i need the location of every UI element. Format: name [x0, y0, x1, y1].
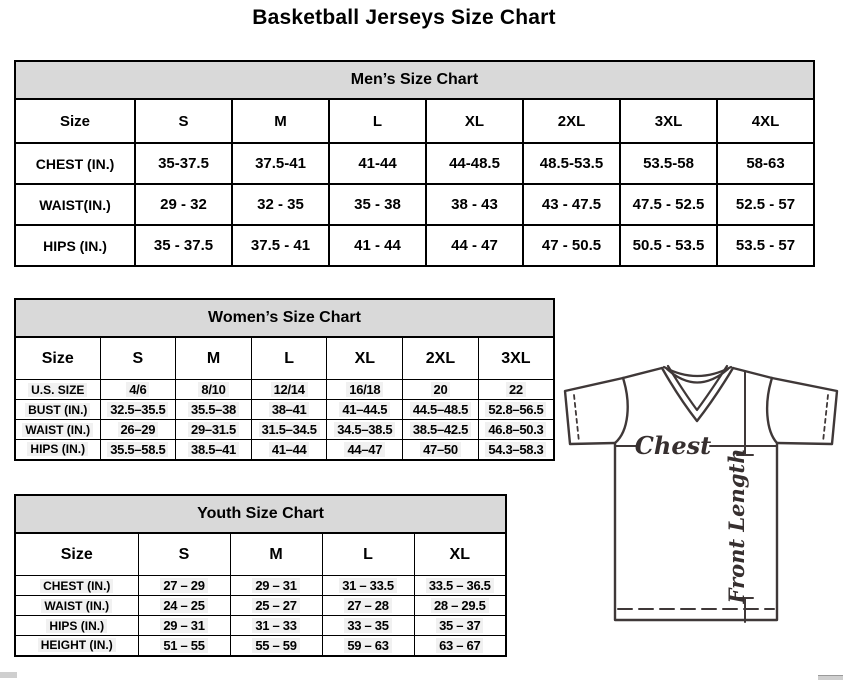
size-cell: 29 – 31 — [138, 616, 230, 636]
size-cell: 38–41 — [251, 400, 327, 420]
column-header: Size — [15, 533, 138, 576]
size-cell: 32.5–35.5 — [100, 400, 176, 420]
size-cell: 52.5 - 57 — [717, 184, 814, 225]
size-cell: 8/10 — [176, 380, 252, 400]
size-cell: 63 – 67 — [414, 636, 506, 656]
row-label: WAIST (IN.) — [15, 420, 100, 440]
column-header: Size — [15, 99, 135, 143]
size-cell: 41–44 — [251, 440, 327, 460]
column-header: 3XL — [620, 99, 717, 143]
size-cell: 53.5 - 57 — [717, 225, 814, 266]
row-label: HIPS (IN.) — [15, 616, 138, 636]
size-cell: 37.5-41 — [232, 143, 329, 184]
scrollbar-fragment-right[interactable] — [818, 675, 843, 680]
size-cell: 20 — [403, 380, 479, 400]
table-row — [15, 596, 506, 616]
column-header: S — [138, 533, 230, 576]
column-header: M — [232, 99, 329, 143]
table-row — [15, 636, 506, 656]
column-header: L — [251, 337, 327, 380]
size-cell: 29–31.5 — [176, 420, 252, 440]
size-cell: 58-63 — [717, 143, 814, 184]
womens-table — [14, 336, 555, 461]
size-cell: 27 – 29 — [138, 576, 230, 596]
size-cell: 44–47 — [327, 440, 403, 460]
size-cell: 47–50 — [403, 440, 479, 460]
size-cell: 35.5–38 — [176, 400, 252, 420]
size-cell: 29 - 32 — [135, 184, 232, 225]
table-row — [15, 380, 554, 400]
mens-size-table — [14, 60, 815, 267]
size-cell: 31 – 33 — [230, 616, 322, 636]
size-cell: 27 – 28 — [322, 596, 414, 616]
size-cell: 41–44.5 — [327, 400, 403, 420]
size-cell: 54.3–58.3 — [478, 440, 554, 460]
column-header: 2XL — [523, 99, 620, 143]
size-cell: 4/6 — [100, 380, 176, 400]
size-cell: 59 – 63 — [322, 636, 414, 656]
sleeve-seam-dashed-line — [574, 395, 579, 442]
size-cell: 38.5–41 — [176, 440, 252, 460]
row-label: CHEST (IN.) — [15, 143, 135, 184]
size-cell: 33 – 35 — [322, 616, 414, 636]
table-row — [15, 576, 506, 596]
row-label: BUST (IN.) — [15, 400, 100, 420]
column-header: XL — [327, 337, 403, 380]
column-header: 2XL — [403, 337, 479, 380]
youth-size-table — [14, 494, 507, 657]
size-cell: 35 - 37.5 — [135, 225, 232, 266]
size-cell: 22 — [478, 380, 554, 400]
row-label: HIPS (IN.) — [15, 440, 100, 460]
size-cell: 31 – 33.5 — [322, 576, 414, 596]
column-header: 4XL — [717, 99, 814, 143]
size-cell: 41 - 44 — [329, 225, 426, 266]
size-cell: 25 – 27 — [230, 596, 322, 616]
size-cell: 35 – 37 — [414, 616, 506, 636]
column-header-row — [15, 533, 506, 576]
size-cell: 43 - 47.5 — [523, 184, 620, 225]
size-cell: 12/14 — [251, 380, 327, 400]
size-cell: 29 – 31 — [230, 576, 322, 596]
size-cell: 28 – 29.5 — [414, 596, 506, 616]
table-row — [15, 440, 554, 460]
front-length-label: Front Length — [724, 448, 749, 604]
size-cell: 33.5 – 36.5 — [414, 576, 506, 596]
size-cell: 26–29 — [100, 420, 176, 440]
column-header: S — [135, 99, 232, 143]
youth-table-title: Youth Size Chart — [14, 494, 507, 534]
table-row — [15, 184, 814, 225]
size-cell: 48.5-53.5 — [523, 143, 620, 184]
column-header: Size — [15, 337, 100, 380]
page-title: Basketball Jerseys Size Chart — [252, 6, 556, 29]
column-header: L — [329, 99, 426, 143]
size-cell: 38 - 43 — [426, 184, 523, 225]
womens-size-table — [14, 298, 555, 461]
size-cell: 35-37.5 — [135, 143, 232, 184]
column-header: XL — [426, 99, 523, 143]
column-header: S — [100, 337, 176, 380]
column-header: M — [176, 337, 252, 380]
size-cell: 37.5 - 41 — [232, 225, 329, 266]
size-cell: 24 – 25 — [138, 596, 230, 616]
youth-table — [14, 532, 507, 657]
column-header: XL — [414, 533, 506, 576]
mens-table-title: Men’s Size Chart — [14, 60, 815, 100]
womens-table-title: Women’s Size Chart — [14, 298, 555, 338]
row-label: HIPS (IN.) — [15, 225, 135, 266]
size-cell: 16/18 — [327, 380, 403, 400]
sleeve-seam-dashed-line — [823, 395, 828, 442]
column-header: M — [230, 533, 322, 576]
table-row — [15, 420, 554, 440]
size-cell: 31.5–34.5 — [251, 420, 327, 440]
row-label: CHEST (IN.) — [15, 576, 138, 596]
jersey-measurement-diagram — [560, 358, 842, 676]
scrollbar-fragment-left[interactable] — [0, 672, 17, 678]
column-header-row — [15, 99, 814, 143]
size-cell: 51 – 55 — [138, 636, 230, 656]
size-cell: 34.5–38.5 — [327, 420, 403, 440]
row-label: WAIST(IN.) — [15, 184, 135, 225]
size-cell: 52.8–56.5 — [478, 400, 554, 420]
table-row — [15, 143, 814, 184]
size-cell: 47 - 50.5 — [523, 225, 620, 266]
size-cell: 35.5–58.5 — [100, 440, 176, 460]
size-cell: 50.5 - 53.5 — [620, 225, 717, 266]
table-row — [15, 400, 554, 420]
column-header: L — [322, 533, 414, 576]
row-label: HEIGHT (IN.) — [15, 636, 138, 656]
table-row — [15, 616, 506, 636]
mens-table — [14, 98, 815, 267]
size-cell: 47.5 - 52.5 — [620, 184, 717, 225]
row-label: U.S. SIZE — [15, 380, 100, 400]
size-cell: 32 - 35 — [232, 184, 329, 225]
size-cell: 38.5–42.5 — [403, 420, 479, 440]
size-cell: 44-48.5 — [426, 143, 523, 184]
column-header: 3XL — [478, 337, 554, 380]
size-cell: 53.5-58 — [620, 143, 717, 184]
size-cell: 44 - 47 — [426, 225, 523, 266]
size-cell: 46.8–50.3 — [478, 420, 554, 440]
size-cell: 41-44 — [329, 143, 426, 184]
table-row — [15, 225, 814, 266]
column-header-row — [15, 337, 554, 380]
chest-label: Chest — [634, 431, 712, 460]
size-cell: 55 – 59 — [230, 636, 322, 656]
size-cell: 44.5–48.5 — [403, 400, 479, 420]
row-label: WAIST (IN.) — [15, 596, 138, 616]
size-cell: 35 - 38 — [329, 184, 426, 225]
